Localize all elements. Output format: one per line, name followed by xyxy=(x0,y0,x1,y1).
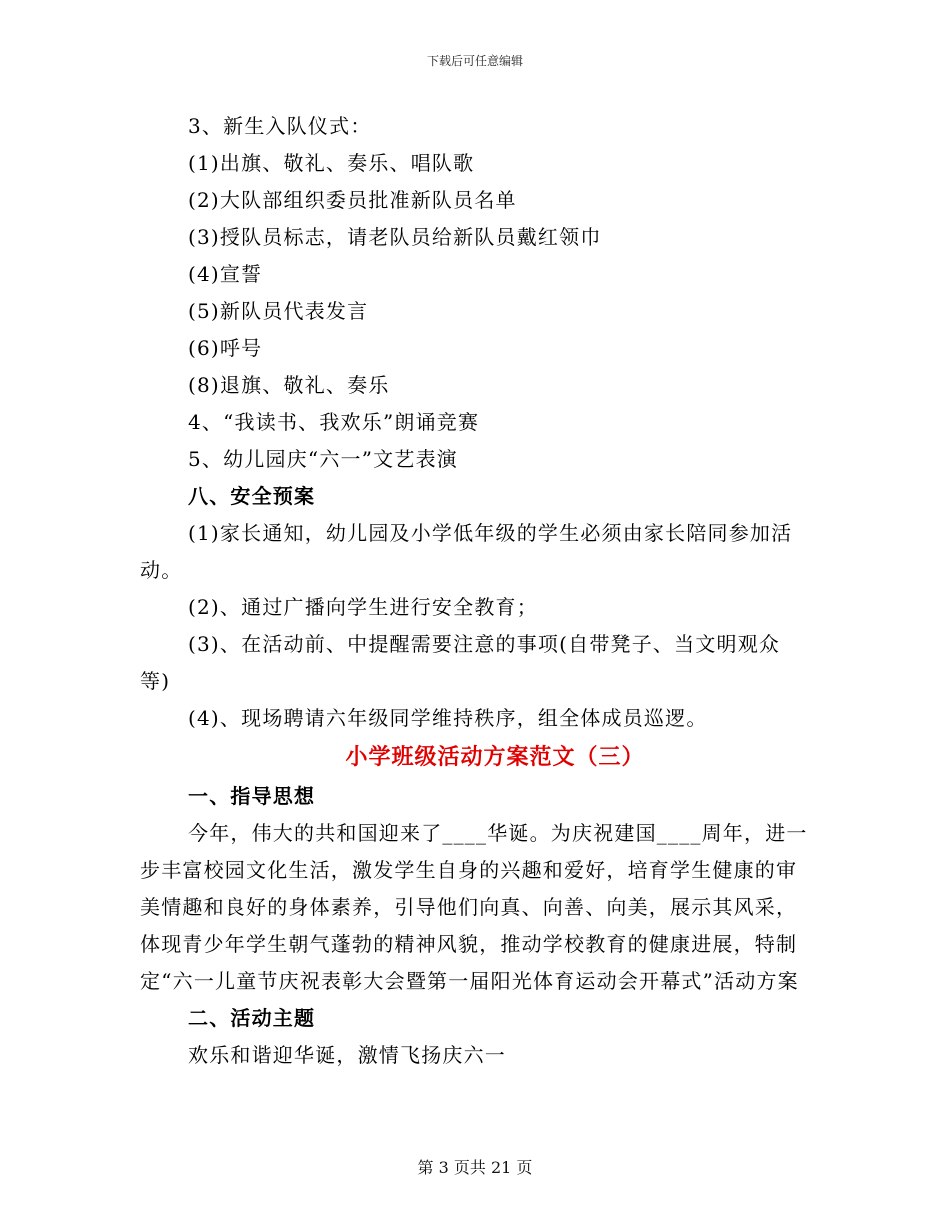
section-heading-safety: 八、安全预案 xyxy=(188,484,316,508)
list-item: (5)新队员代表发言 xyxy=(188,299,369,323)
document-body xyxy=(140,108,810,1074)
list-item: 5、幼儿园庆“六一”文艺表演 xyxy=(188,447,458,471)
list-item: (8)退旗、敬礼、奏乐 xyxy=(188,373,390,397)
section-title: 小学班级活动方案范文（三） xyxy=(345,744,645,770)
safety-item-3: (3)、在活动前、中提醒需要注意的事项(自带凳子、当文明观众等) xyxy=(140,632,781,693)
safety-item-4: (4)、现场聘请六年级同学维持秩序，组全体成员巡逻。 xyxy=(188,706,708,730)
list-item: (3)授队员标志，请老队员给新队员戴红领巾 xyxy=(188,225,602,249)
guiding-paragraph: 今年，伟大的共和国迎来了____华诞。为庆祝建国____周年，进一步丰富校园文化生活，激发学生自身的兴趣和爱好，培育学生健康的审美情趣和良好的身体素养，引导他们向真、向善、向美，展示其风采，体现青少年学生朝气蓬勃的精神风貌，推动学校教育的健康进展，特制定“六一儿童节庆祝表彰大会暨第一届阳光体育运动会开幕式”活动方案 xyxy=(140,821,808,993)
list-item: (6)呼号 xyxy=(188,336,263,360)
list-item: 4、“我读书、我欢乐”朗诵竞赛 xyxy=(188,410,480,434)
theme-text: 欢乐和谐迎华诞，激情飞扬庆六一 xyxy=(188,1043,506,1067)
section-heading-theme: 二、活动主题 xyxy=(188,1006,316,1030)
list-item: (4)宣誓 xyxy=(188,262,263,286)
page-header: 下载后可任意编辑 xyxy=(426,54,523,68)
list-item: (2)大队部组织委员批准新队员名单 xyxy=(188,188,517,212)
safety-item-2: (2)、通过广播向学生进行安全教育； xyxy=(188,595,538,619)
list-item: (1)出旗、敬礼、奏乐、唱队歌 xyxy=(188,151,475,175)
section-heading-guiding: 一、指导思想 xyxy=(188,784,316,808)
page-footer: 第 3 页共 21 页 xyxy=(417,1158,533,1177)
list-item: 3、新生入队仪式： xyxy=(188,114,372,138)
safety-item-1: (1)家长通知，幼儿园及小学低年级的学生必须由家长陪同参加活动。 xyxy=(140,521,793,582)
